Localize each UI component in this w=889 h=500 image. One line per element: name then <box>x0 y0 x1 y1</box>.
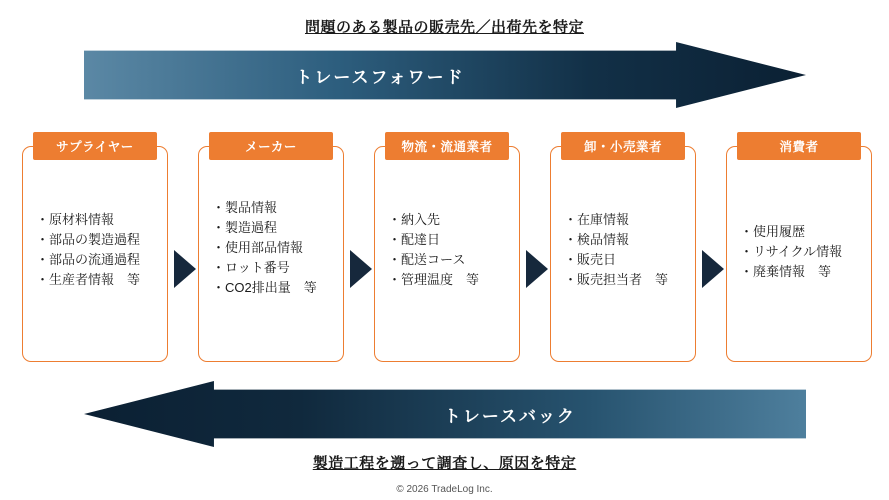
stage-item: ・原材料情報 <box>36 212 115 227</box>
stage-item: ・販売担当者 等 <box>564 272 669 287</box>
stage-title: 物流・流通業者 <box>385 132 509 160</box>
stage-item: ・ロット番号 <box>212 260 290 275</box>
stage-item: ・納入先 <box>388 212 441 227</box>
stages-row <box>22 132 867 372</box>
stage-consumer[interactable] <box>726 132 874 364</box>
footer-copyright: © 2026 TradeLog Inc. <box>396 484 493 495</box>
stage-title: 卸・小売業者 <box>561 132 685 160</box>
triangle-right-icon <box>526 250 548 288</box>
stage-maker[interactable] <box>198 132 346 364</box>
connector-arrow-3 <box>526 250 552 288</box>
stage-item: ・使用部品情報 <box>212 240 304 255</box>
stage-title: サプライヤー <box>33 132 157 160</box>
stage-item: ・廃棄情報 等 <box>740 264 832 279</box>
stage-item: ・生産者情報 等 <box>36 272 141 287</box>
top-caption: 問題のある製品の販売先／出荷先を特定 <box>304 19 584 36</box>
back-arrow-label: トレースバック <box>443 406 577 426</box>
triangle-right-icon <box>174 250 196 288</box>
stage-items <box>564 210 690 290</box>
stage-item: ・製品情報 <box>212 200 278 215</box>
connector-arrow-4 <box>702 250 728 288</box>
stage-items <box>212 198 338 298</box>
trace-back-arrow <box>84 381 806 447</box>
connector-arrow-1 <box>174 250 200 288</box>
stage-item: ・検品情報 <box>564 232 630 247</box>
stage-items <box>740 222 866 282</box>
stage-item: ・部品の流通過程 <box>36 252 141 267</box>
stage-item: ・CO2排出量 等 <box>212 280 317 295</box>
stage-title: 消費者 <box>737 132 861 160</box>
forward-arrow-label: トレースフォワード <box>295 67 465 87</box>
bottom-caption: 製造工程を遡って調査し、原因を特定 <box>312 455 577 472</box>
stage-item: ・配送コース <box>388 252 466 267</box>
triangle-right-icon <box>350 250 372 288</box>
stage-supplier[interactable] <box>22 132 170 364</box>
stage-item: ・配達日 <box>388 232 441 247</box>
connector-arrow-2 <box>350 250 376 288</box>
stage-title: メーカー <box>209 132 333 160</box>
stage-items <box>36 210 162 290</box>
stage-logistics[interactable] <box>374 132 522 364</box>
stage-item: ・リサイクル情報 <box>740 244 843 259</box>
stage-item: ・在庫情報 <box>564 212 630 227</box>
trace-forward-arrow <box>84 42 806 108</box>
stage-item: ・販売日 <box>564 252 617 267</box>
stage-wholesale-retail[interactable] <box>550 132 698 364</box>
stage-item: ・製造過程 <box>212 220 278 235</box>
stage-items <box>388 210 514 290</box>
triangle-right-icon <box>702 250 724 288</box>
stage-item: ・部品の製造過程 <box>36 232 141 247</box>
stage-item: ・管理温度 等 <box>388 272 480 287</box>
stage-item: ・使用履歴 <box>740 224 806 239</box>
